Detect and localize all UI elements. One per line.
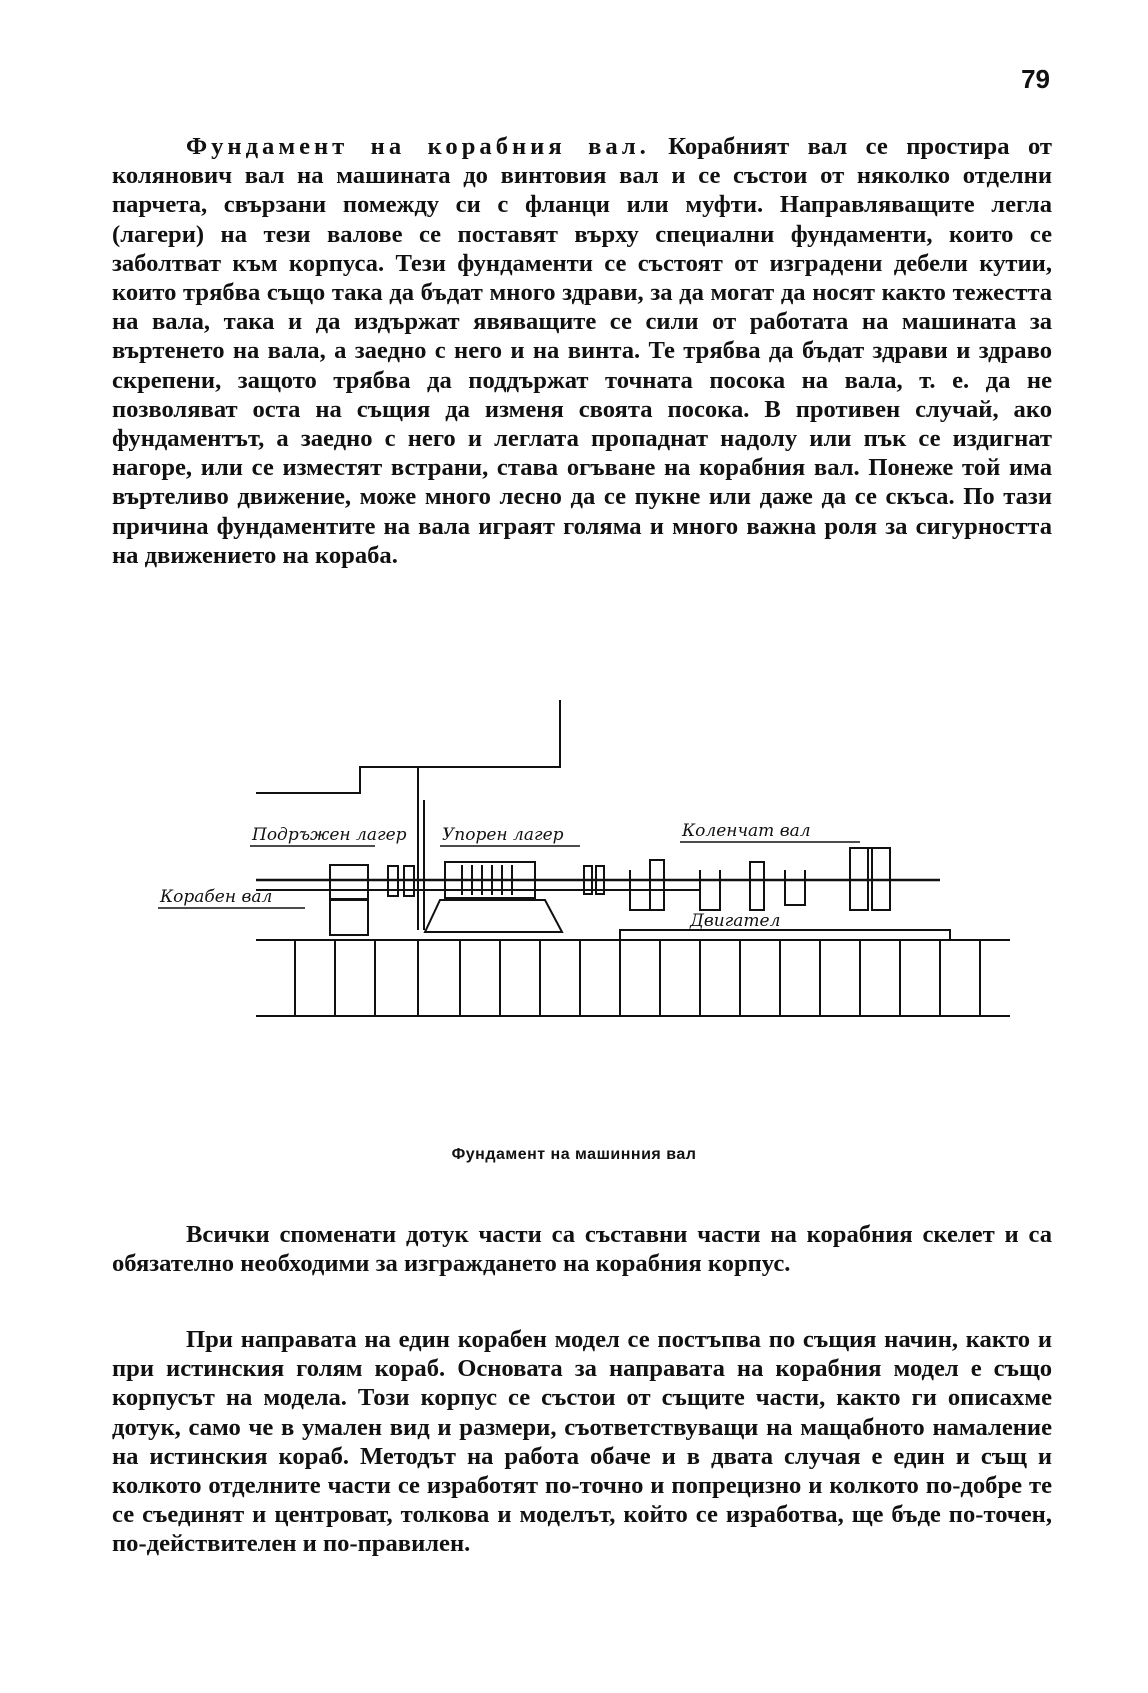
foundation-boxes — [295, 940, 980, 1016]
thrust-bearing-foundation — [425, 900, 562, 932]
hull-step-outline — [256, 700, 560, 793]
label-thrust-bearing: Упорен лагер — [442, 825, 564, 845]
paragraph-model-building: При направата на един корабен модел се постъпва по същия начин, както и при истинския голям кораб. Основата за направата на корабния модел е също корпусът на модела. Този корпус се състои от същите части, както ги описахме дотук, само че в умален вид и размери, съответствуващи на мащабното намаление на истинския кораб. Методът на работа обаче и в двата случая е един и същ и колкото отделните части се изработят по-точно и попрецизно и колкото по-добре те се съединят и центроват, толкова и моделът, който се изработва, ще бъде по-точен, по-действителен и по-правилен. — [112, 1326, 1052, 1558]
paragraph-body: Корабният вал се простира от колянович вал на машината до винтовия вал и се състои от няколко отделни парчета, свързани помежду си с фланци или муфти. Направляващите легла (лагери) на тези валове се поставят върху специални фундаменти, които се заболтват към корпуса. Тези фундаменти се състоят от изградени дебели кутии, които трябва също така да бъдат много здрави, за да могат да носят както тежестта на вала, така и да издържат явяващите се сили от работата на машината за въртенето на вала, а заедно с него и на винта. Те трябва да бъдат здрави и здраво скрепени, защото трябва да поддържат точната посока на вала, т. е. да не позволяват оста на същия да изменя своята посока. В противен случай, ако фундаментът, а заедно с него и леглата пропаднат надолу или пък се издигнат нагоре, или се изместят встрани, става огъване на корабния вал. Понеже той има въртеливо движение, може много лесно да се пукне или даже да се скъса. По тази причина фундаментите на вала играят голяма и много важна роля за сигурността на движението на кораба. — [112, 133, 1052, 569]
page-number: 79 — [1021, 64, 1050, 94]
label-engine: Двигател — [690, 911, 781, 931]
crank-web — [750, 862, 764, 910]
crank-web — [650, 860, 664, 910]
support-bearing-pedestal — [330, 900, 368, 935]
shaft-diagram — [0, 700, 1148, 1140]
figure-caption: Фундамент на машинния вал — [451, 1146, 697, 1163]
paragraph-skeleton-parts: Всички споменати дотук части са съставни части на корабния скелет и са обязателно необходими за изграждането на корабния корпус. — [112, 1221, 1052, 1278]
label-crankshaft: Коленчат вал — [682, 821, 811, 841]
crank-throw — [700, 870, 720, 910]
shaft-foundation-figure — [0, 700, 1148, 1180]
label-ship-shaft: Корабен вал — [160, 887, 273, 907]
label-support-bearing: Подръжен лагер — [252, 825, 407, 845]
paragraph-shaft-foundation — [112, 132, 1052, 570]
engine-bed — [620, 930, 950, 940]
support-bearing — [330, 865, 368, 899]
run-in-heading: Фундамент на корабния вал. — [186, 133, 650, 160]
crank-throw — [785, 870, 805, 905]
